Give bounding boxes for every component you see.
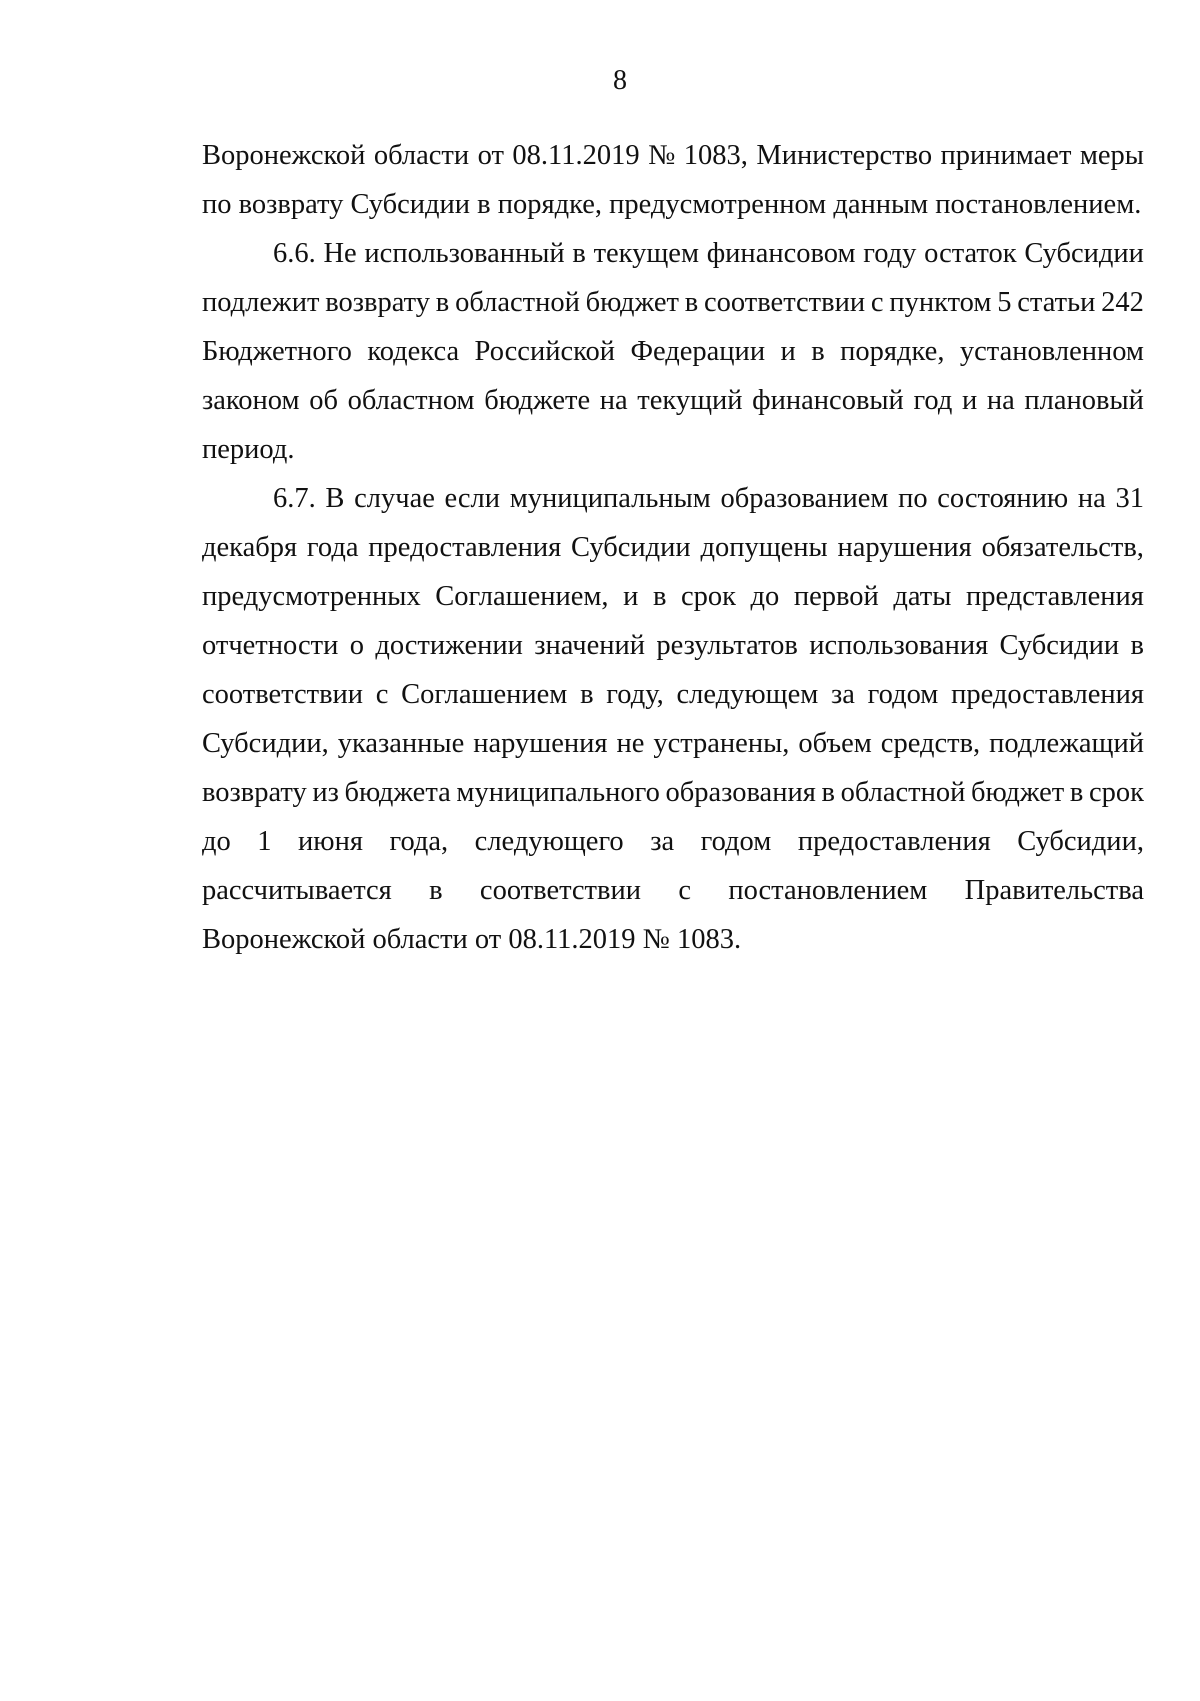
text-word: постановлением <box>728 875 928 906</box>
text-word: областной <box>455 287 580 318</box>
text-word: бюджет <box>585 287 679 318</box>
text-word: году <box>863 238 917 269</box>
text-word: за <box>831 679 855 710</box>
text-word: соответствии <box>202 679 364 710</box>
text-word: нарушения <box>473 728 608 759</box>
text-word: соответствии <box>704 287 866 318</box>
text-word: муниципального <box>456 777 660 808</box>
text-word: Субсидии, <box>202 728 329 759</box>
text-word: плановый <box>1024 385 1144 416</box>
text-word: если <box>444 483 501 514</box>
text-word: указанные <box>337 728 465 759</box>
text-word: на <box>986 385 1015 416</box>
text-word: в <box>1069 777 1084 808</box>
text-word: порядке, <box>840 336 945 367</box>
text-word: в <box>580 679 594 710</box>
text-word: законом <box>202 385 300 416</box>
text-word: Правительства <box>964 875 1144 906</box>
text-word: предоставления <box>368 532 562 563</box>
text-word: из <box>312 777 339 808</box>
text-word: Федерации <box>630 336 766 367</box>
text-line <box>202 915 1144 964</box>
text-word: остаток <box>924 238 1017 269</box>
text-word: представления <box>965 581 1144 612</box>
text-word: В <box>325 483 345 514</box>
text-line <box>202 278 1144 327</box>
text-word: нарушения <box>837 532 972 563</box>
text-word: о <box>349 630 364 661</box>
text-word: финансовый <box>752 385 904 416</box>
text-word: в <box>821 777 835 808</box>
text-word: 1083, <box>683 140 748 171</box>
text-word: период. <box>202 434 295 465</box>
text-word: декабря <box>202 532 298 563</box>
text-word: в <box>684 287 699 318</box>
text-word: годом <box>867 679 939 710</box>
text-word: 31 <box>1115 483 1144 514</box>
text-line <box>202 180 1144 229</box>
text-word: бюджет <box>970 777 1065 808</box>
text-word: даты <box>893 581 952 612</box>
text-word: 6.7. <box>273 483 316 514</box>
text-word: рассчитывается <box>202 875 392 906</box>
text-word: по возврату Субсидии в порядке, предусмотренном данным постановлением. <box>202 189 1142 220</box>
text-word: № <box>648 140 676 171</box>
text-word: обязательств, <box>981 532 1144 563</box>
text-word: Министерство <box>756 140 933 171</box>
text-word: и <box>780 336 796 367</box>
text-word: 242 <box>1101 287 1144 318</box>
text-word: за <box>650 826 675 857</box>
text-word: муниципальным <box>509 483 711 514</box>
text-line <box>202 376 1144 425</box>
text-word: первой <box>793 581 879 612</box>
text-word: с <box>870 287 884 318</box>
text-word: предусмотренных <box>202 581 421 612</box>
text-word: образованием <box>720 483 889 514</box>
text-word: от <box>477 140 504 171</box>
text-word: случае <box>354 483 435 514</box>
text-line <box>202 817 1144 866</box>
text-word: и <box>961 385 978 416</box>
text-word: подлежащий <box>989 728 1144 759</box>
text-word: меры <box>1079 140 1144 171</box>
text-word: года, <box>389 826 449 857</box>
text-word: результатов <box>656 630 798 661</box>
text-word: год <box>913 385 953 416</box>
text-line <box>202 670 1144 719</box>
text-word: предоставления <box>951 679 1144 710</box>
text-word: объем <box>798 728 872 759</box>
text-line <box>202 866 1144 915</box>
text-word: следующем <box>676 679 819 710</box>
text-word: июня <box>298 826 363 857</box>
text-word: 5 <box>997 287 1012 318</box>
text-word: 6.6. <box>273 238 316 269</box>
text-word: использования <box>809 630 989 661</box>
text-word: об <box>309 385 338 416</box>
text-word: финансовом <box>706 238 856 269</box>
text-word: соответствии <box>479 875 641 906</box>
text-word: Российской <box>474 336 616 367</box>
text-line <box>202 474 1144 523</box>
text-word: использованный <box>364 238 565 269</box>
text-word: с <box>678 875 691 906</box>
text-word: образования <box>665 777 816 808</box>
text-word: в <box>652 581 667 612</box>
text-word: в <box>429 875 443 906</box>
text-word: текущем <box>593 238 699 269</box>
text-line <box>202 131 1144 180</box>
text-word: с <box>375 679 389 710</box>
text-line <box>202 719 1144 768</box>
text-word: областном <box>347 385 475 416</box>
text-line <box>202 621 1144 670</box>
text-word: Субсидии <box>999 630 1120 661</box>
text-line <box>202 768 1144 817</box>
text-word: до <box>202 826 231 857</box>
text-word: на <box>599 385 628 416</box>
text-word: установленном <box>959 336 1144 367</box>
text-word: возврату <box>202 777 307 808</box>
text-word: в <box>811 336 825 367</box>
text-word: подлежит <box>202 287 320 318</box>
text-word: в <box>1130 630 1144 661</box>
text-word: статьи <box>1017 287 1096 318</box>
text-word: Соглашением <box>401 679 568 710</box>
document-body <box>202 131 1144 964</box>
text-line <box>202 572 1144 621</box>
text-word: и <box>623 581 639 612</box>
text-word: по <box>898 483 928 514</box>
text-word: Не <box>323 238 357 269</box>
text-word: 08.11.2019 <box>512 140 640 171</box>
text-word: Воронежской области от 08.11.2019 № 1083. <box>202 924 742 955</box>
text-word: текущий <box>637 385 743 416</box>
text-line <box>202 523 1144 572</box>
text-word: состоянию <box>937 483 1069 514</box>
text-word: срок <box>1089 777 1144 808</box>
text-word: предоставления <box>797 826 991 857</box>
text-word: пунктом <box>889 287 992 318</box>
text-word: области <box>373 140 470 171</box>
text-word: годом <box>700 826 772 857</box>
text-word: в <box>572 238 586 269</box>
text-word: отчетности <box>202 630 339 661</box>
text-word: года <box>306 532 359 563</box>
text-line <box>202 229 1144 278</box>
text-word: принимает <box>940 140 1072 171</box>
text-word: кодекса <box>367 336 460 367</box>
text-word: не <box>616 728 645 759</box>
page-number: 8 <box>613 65 627 96</box>
text-word: Бюджетного <box>202 336 352 367</box>
text-word: значений <box>534 630 645 661</box>
text-word: Соглашением, <box>435 581 609 612</box>
text-word: до <box>750 581 780 612</box>
text-word: в <box>435 287 450 318</box>
text-word: областной <box>840 777 966 808</box>
text-word: Воронежской <box>202 140 366 171</box>
text-word: допущены <box>700 532 828 563</box>
text-word: году, <box>606 679 664 710</box>
text-word: средств, <box>880 728 981 759</box>
text-word: возврату <box>325 287 430 318</box>
text-word: следующего <box>474 826 624 857</box>
text-word: срок <box>680 581 736 612</box>
text-word: достижении <box>375 630 523 661</box>
text-word: Субсидии <box>571 532 691 563</box>
text-word: устранены, <box>653 728 790 759</box>
text-line <box>202 425 1144 474</box>
text-word: Субсидии, <box>1017 826 1144 857</box>
text-word: бюджете <box>484 385 591 416</box>
text-word: бюджета <box>344 777 451 808</box>
text-line <box>202 327 1144 376</box>
text-word: на <box>1077 483 1106 514</box>
text-word: 1 <box>257 826 272 857</box>
text-word: Субсидии <box>1024 238 1144 269</box>
